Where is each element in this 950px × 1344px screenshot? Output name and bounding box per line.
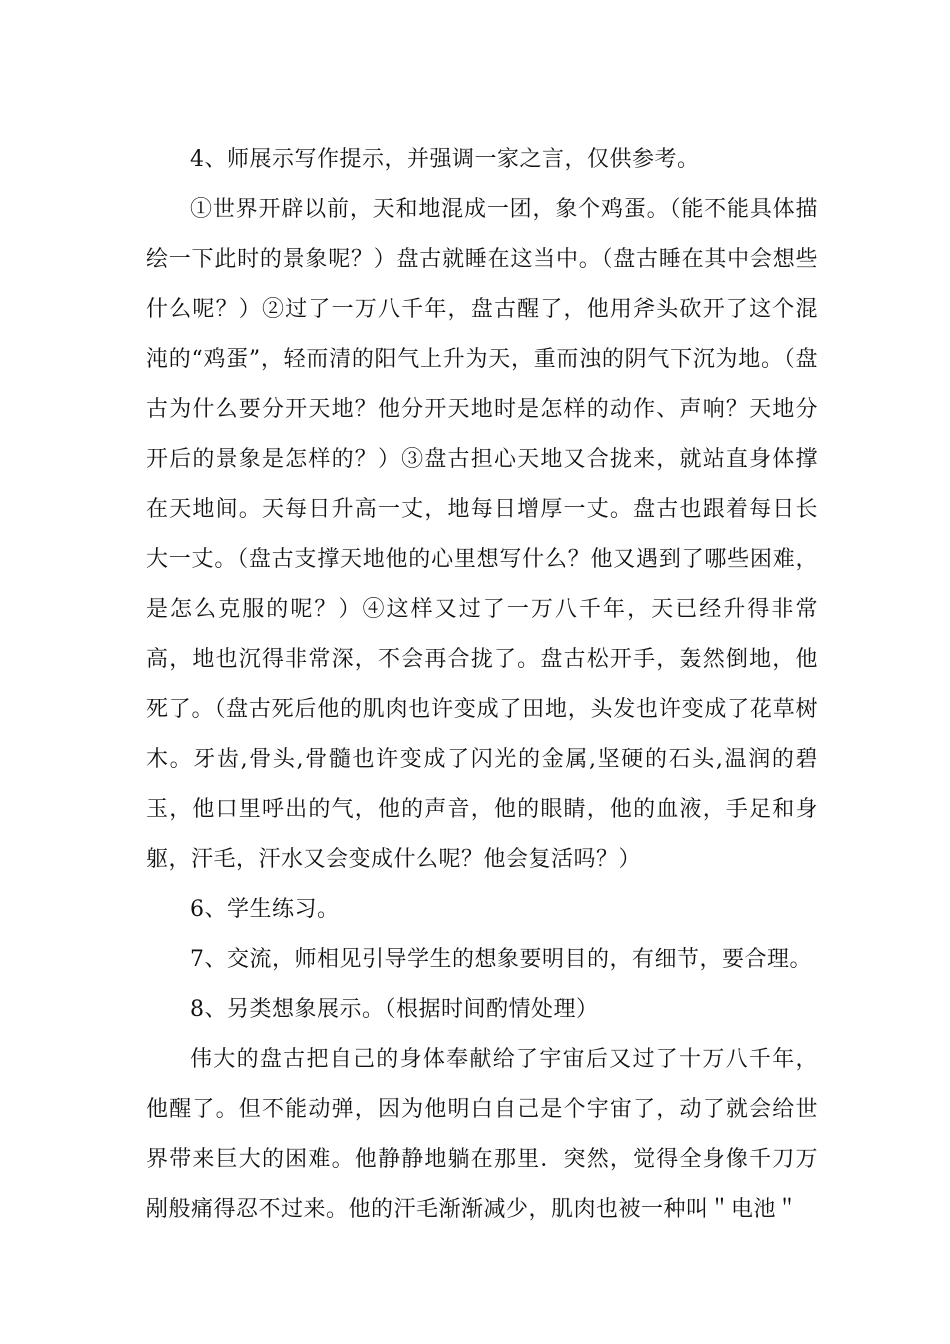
paragraph-step-4: 4、师展示写作提示，并强调一家之言，仅供参考。	[190, 147, 700, 172]
paragraph-example-story: 伟大的盘古把自己的身体奉献给了宇宙后又过了十万八千年，他醒了。但不能动弹，因为他明白自己是个宇宙了，动了就会给世界带来巨大的困难。他静静地躺在那里．突然，觉得全身像千刀万剐般痛得忍不过来。他的汗毛渐渐减少，肌肉也被一种叫＂电池＂	[146, 1047, 818, 1222]
paragraph-step-8: 8、另类想象展示。（根据时间酌情处理）	[190, 997, 599, 1022]
paragraph-step-6: 6、学生练习。	[190, 897, 340, 922]
paragraph-writing-hints: ①世界开辟以前，天和地混成一团，象个鸡蛋。（能不能具体描绘一下此时的景象呢？）盘古就睡在这当中。（盘古睡在其中会想些什么呢？）②过了一万八千年，盘古醒了，他用斧头砍开了这个混沌的“鸡蛋”，轻而清的阳气上升为天，重而浊的阴气下沉为地。（盘古为什么要分开天地？他分开天地时是怎样的动作、声响？天地分开后的景象是怎样的？）③盘古担心天地又合拢来，就站直身体撑在天地间。天每日升高一丈，地每日增厚一丈。盘古也跟着每日长大一丈。（盘古支撑天地他的心里想写什么？他又遇到了哪些困难，是怎么克服的呢？）④这样又过了一万八千年，天已经升得非常高，地也沉得非常深，不会再合拢了。盘古松开手，轰然倒地，他死了。（盘古死后他的肌肉也许变成了田地，头发也许变成了花草树木。牙齿,骨头,骨髓也许变成了闪光的金属,坚硬的石头,温润的碧玉，他口里呼出的气，他的声音，他的眼睛，他的血液，手足和身躯，汗毛，汗水又会变成什么呢？他会复活吗？）	[146, 197, 818, 872]
paragraph-step-7: 7、交流，师相见引导学生的想象要明目的，有细节，要合理。	[190, 947, 812, 972]
document-body	[146, 135, 818, 1235]
